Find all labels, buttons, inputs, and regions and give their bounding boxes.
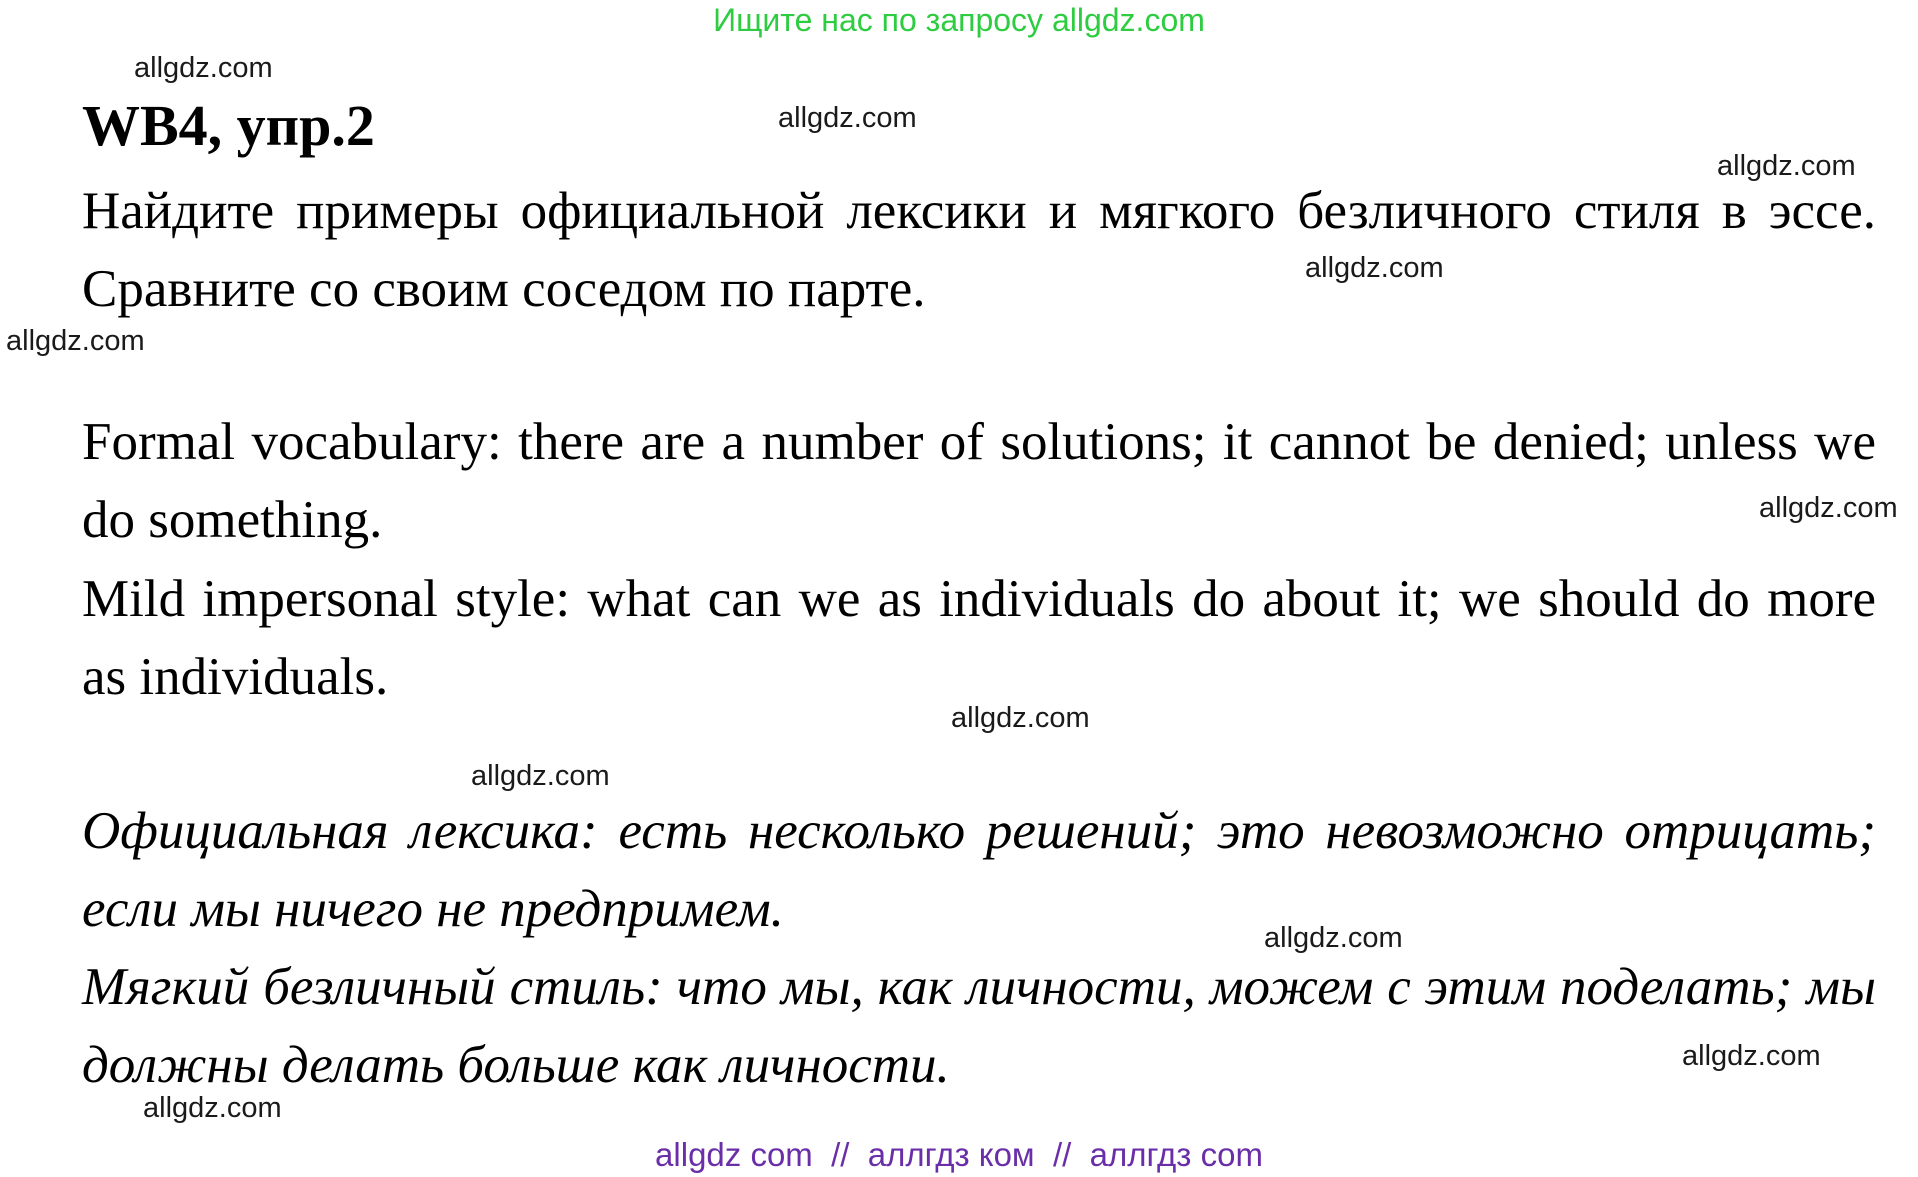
watermark: allgdz.com — [1717, 150, 1856, 182]
watermark: allgdz.com — [6, 325, 145, 357]
watermark: allgdz.com — [1759, 492, 1898, 524]
exercise-title: WB4, упр.2 — [82, 93, 375, 158]
watermark: allgdz.com — [1682, 1040, 1821, 1072]
instruction-text: Найдите примеры официальной лексики и мягкого безличного стиля в эссе. Сравните со своим соседом по парте. — [82, 182, 1876, 318]
answer-en-formal: Formal vocabulary: there are a number of solutions; it cannot be denied; unless we do something. — [82, 413, 1876, 549]
watermark: allgdz.com — [134, 52, 273, 84]
watermark: allgdz.com — [1305, 252, 1444, 284]
watermark: allgdz.com — [951, 702, 1090, 734]
answer-ru-formal: Официальная лексика: есть несколько решений; это невозможно отрицать; если мы ничего не предпримем. — [82, 802, 1876, 938]
answer-ru-mild: Мягкий безличный стиль: что мы, как личности, можем с этим поделать; мы должны делать больше как личности. — [82, 958, 1876, 1094]
watermark: allgdz.com — [143, 1092, 282, 1124]
watermark: allgdz.com — [471, 760, 610, 792]
watermark: allgdz.com — [1264, 922, 1403, 954]
footer-banner: allgdz com // аллгдз ком // аллгдз com — [655, 1136, 1263, 1173]
answer-en-mild: Mild impersonal style: what can we as individuals do about it; we should do more as individuals. — [82, 570, 1876, 706]
watermark: allgdz.com — [778, 102, 917, 134]
top-banner: Ищите нас по запросу allgdz.com — [713, 2, 1205, 38]
